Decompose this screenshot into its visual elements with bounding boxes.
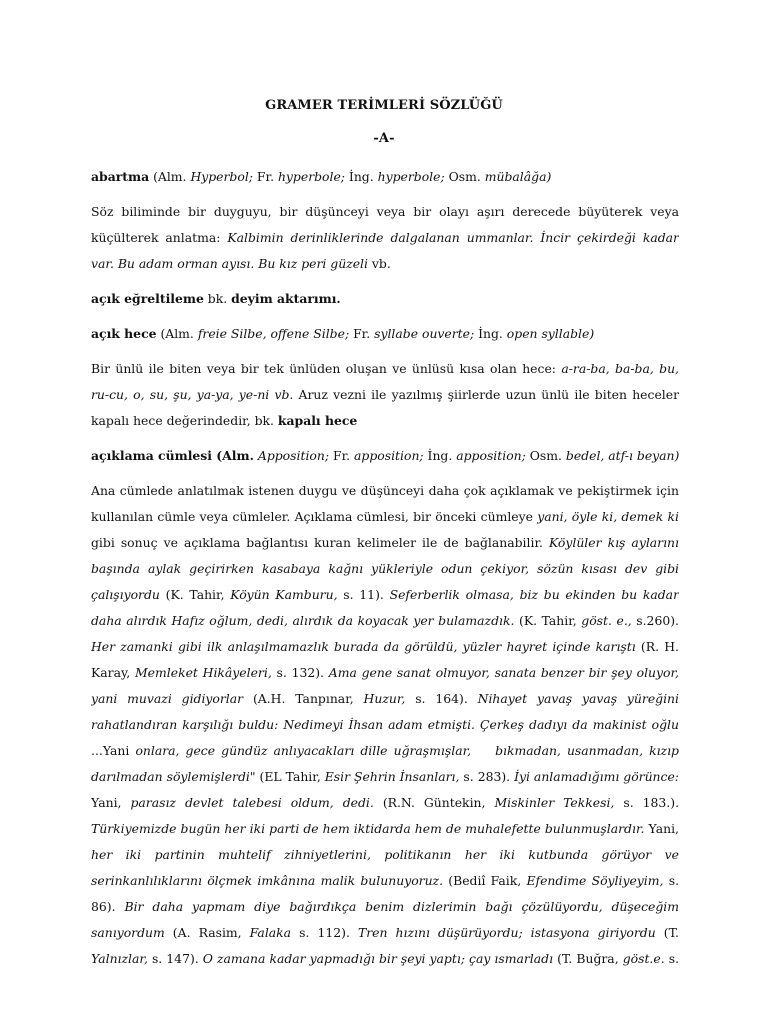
text-run: (A.H. Tanpınar, — [243, 691, 364, 706]
text-line — [91, 508, 679, 526]
text-run: Karay, — [91, 665, 135, 680]
text-line — [91, 846, 679, 864]
term-bold: deyim aktarımı. — [231, 291, 341, 306]
text-run: Ana cümlede anlatılmak istenen duygu ve düşünceyi daha çok açıklamak ve pekiştirmek için — [91, 483, 679, 498]
text-line — [91, 716, 679, 734]
text-run: s. 11). — [337, 587, 390, 602]
example-italic: Huzur, — [363, 691, 406, 706]
text-run: vb. — [367, 256, 391, 271]
text-run: ...Yani — [91, 743, 136, 758]
term-bold: kapalı hece — [277, 413, 358, 428]
text-run: s. 283). — [459, 769, 515, 784]
example-italic: yani muvazi gidiyorlar — [91, 691, 244, 706]
text-line — [91, 638, 679, 656]
example-italic: İyi anlamadığımı görünce: — [514, 769, 679, 784]
text-run: (R.N. Güntekin, — [373, 795, 495, 810]
example-italic: Memleket Hikâyeleri, — [135, 665, 272, 680]
text-line — [91, 412, 679, 430]
example-italic: Yalnızlar, — [91, 951, 148, 966]
text-run: İng. — [344, 169, 378, 184]
text-run: (R. H. — [635, 639, 679, 654]
text-run: s. 183.). — [614, 795, 679, 810]
text-run: s. 112). — [291, 925, 358, 940]
example-italic: Miskinler Tekkesi, — [494, 795, 615, 810]
text-run: (K. Tahir, — [159, 587, 231, 602]
entry-acik-egreltileme-line — [91, 290, 679, 308]
example-italic: Türkiyemizde bugün her iki parti de hem iktidarda hem de muhalefette bulunmuşlardır. — [91, 821, 645, 836]
entry-aciklama-cumlesi-line — [91, 447, 679, 465]
example-italic: onlara, gece gündüz anlıyacakları dille uğraşmışlar, — [135, 743, 472, 758]
example-italic: Köyün Kamburu, — [230, 587, 338, 602]
term-bold: abartma — [91, 169, 150, 184]
text-run: (EL Tahir, — [255, 769, 325, 784]
term-bold: açıklama cümlesi (Alm. — [91, 448, 254, 463]
text-run: (Alm. — [149, 169, 191, 184]
text-line — [91, 586, 679, 604]
example-italic: Köylüler kış aylarını — [548, 535, 679, 550]
example-italic: a-ra-ba, ba-ba, bu, — [561, 361, 679, 376]
text-line — [91, 950, 679, 968]
example-italic: Efendime Söyliyeyim, — [526, 873, 664, 888]
example-italic: bedel, atf-ı beyan) — [565, 448, 680, 463]
text-run: kapalı hece değerindedir, bk. — [91, 413, 278, 428]
example-italic: başında aylak geçirirken kasabaya kağnı yükleriyle odun çekiyor, sözün kısası dev gibi — [91, 561, 679, 576]
text-line — [91, 820, 679, 838]
text-line — [91, 612, 679, 630]
text-line — [91, 898, 679, 916]
entry-abartma-line — [91, 168, 679, 186]
text-run: Yani, — [644, 821, 679, 836]
text-run: Fr. — [252, 169, 278, 184]
example-italic: Tren hızını düşürüyordu; istasyona giriyordu — [357, 925, 656, 940]
text-run: (Alm. — [156, 326, 198, 341]
text-line — [91, 924, 679, 942]
example-italic: Esir Şehrin İnsanları, — [324, 769, 460, 784]
text-line — [91, 203, 679, 221]
text-run: s. — [663, 873, 679, 888]
text-run: kullanılan cümle veya cümleler. Açıklama cümlesi, bir önceki cümleye — [91, 509, 538, 524]
example-italic: serinkanlılıklarını ölçmek imkânına malik bulunuyoruz. — [91, 873, 444, 888]
example-italic: Apposition; — [257, 448, 330, 463]
example-italic: mübalâğa) — [484, 169, 552, 184]
text-run: Fr. — [349, 326, 375, 341]
text-run: İng. — [474, 326, 507, 341]
example-italic: her iki partinin muhtelif zihniyetlerini, politikanın her iki kutbunda görüyor ve — [91, 847, 679, 862]
text-run: Yani, — [91, 795, 131, 810]
text-line — [91, 482, 679, 500]
example-italic: hyperbole; — [277, 169, 345, 184]
example-italic: göst. e., — [581, 613, 632, 628]
text-run: İng. — [423, 448, 457, 463]
text-run: Aruz vezni ile yazılmış şiirlerde uzun ünlü ile biten heceler — [293, 387, 679, 402]
text-run: gibi sonuç ve açıklama bağlantısı kuran kelimeler ile de bağlanabilir. — [91, 535, 549, 550]
text-run: Söz biliminde bir duyguyu, bir düşünceyi veya bir olayı aşırı derecede büyüterek veya — [91, 204, 679, 219]
text-run: Osm. — [525, 448, 566, 463]
example-italic: hyperbole; — [377, 169, 445, 184]
text-line — [91, 768, 679, 786]
text-line — [91, 664, 679, 682]
text-line — [91, 872, 679, 890]
text-run: Fr. — [329, 448, 355, 463]
text-run: s. 147). — [147, 951, 203, 966]
example-italic: syllabe ouverte; — [374, 326, 475, 341]
text-line — [91, 560, 679, 578]
text-run: s. 164). — [405, 691, 478, 706]
text-run: s. — [664, 951, 679, 966]
text-run: s.260). — [631, 613, 679, 628]
example-italic: göst.e. — [622, 951, 665, 966]
entry-acik-hece-line — [91, 325, 679, 343]
text-line — [91, 229, 679, 247]
example-italic: parasız devlet talebesi oldum, dedi. — [130, 795, 374, 810]
example-italic: bıkmadan, usanmadan, kızıp — [495, 743, 679, 758]
example-italic: rahatlandıran karşılığı buldu: Nedimeyi İhsan adam etmişti. Çerkeş dadıyı da makinist oğlu — [91, 717, 679, 732]
text-run: küçülterek anlatma: — [91, 230, 228, 245]
term-bold: açık hece — [91, 326, 157, 341]
example-italic: Falaka — [249, 925, 292, 940]
text-run: bk. — [203, 291, 232, 306]
text-run: (Bediî Faik, — [443, 873, 527, 888]
example-italic: Hyperbol; — [190, 169, 253, 184]
text-run: Bir ünlü ile biten veya bir tek ünlüden oluşan ve ünlüsü kısa olan hece: — [91, 361, 562, 376]
section-letter: -A- — [373, 131, 395, 146]
text-line — [91, 690, 679, 708]
example-italic: apposition; — [456, 448, 526, 463]
text-line — [91, 255, 679, 273]
example-italic: ru-cu, o, su, şu, ya-ya, ye-ni vb. — [91, 387, 294, 402]
example-italic: freie Silbe, offene Silbe; — [197, 326, 350, 341]
text-run: (T. — [663, 925, 679, 940]
text-line — [91, 386, 679, 404]
example-italic: Kalbimin derinliklerinde dalgalanan ummanlar. İncir çekirdeği kadar — [227, 230, 679, 245]
example-italic: Nihayet yavaş yavaş yüreğini — [477, 691, 679, 706]
example-italic: apposition; — [354, 448, 424, 463]
text-run: Osm. — [444, 169, 485, 184]
page-title: GRAMER TERİMLERİ SÖZLÜĞÜ — [265, 98, 503, 113]
text-line — [91, 742, 679, 760]
example-italic: daha alırdık Hafız oğlum, dedi, alırdık da koyacak yer bulamazdık. — [91, 613, 515, 628]
example-italic: var. Bu adam orman ayısı. Bu kız peri güzeli — [91, 256, 368, 271]
text-run: s. 132). — [271, 665, 329, 680]
text-run: (K. Tahir, — [514, 613, 582, 628]
text-run: (T. Buğra, — [553, 951, 623, 966]
example-italic: çalışıyordu — [91, 587, 160, 602]
example-italic: Her zamanki gibi ilk anlaşılmamazlık burada da görüldü, yüzler hayret içinde karıştı — [91, 639, 636, 654]
term-bold: açık eğreltileme — [91, 291, 204, 306]
example-italic: open syllable) — [506, 326, 595, 341]
example-italic: darılmadan söylemişlerdi" — [91, 769, 256, 784]
example-italic: Seferberlik olmasa, biz bu ekinden bu kadar — [389, 587, 679, 602]
text-run: (A. Rasim, — [164, 925, 250, 940]
text-line — [91, 794, 679, 812]
text-run: 86). — [91, 899, 125, 914]
example-italic: Bir daha yapmam diye bağırdıkça benim dizlerimin bağı çözülüyordu, düşeceğim — [124, 899, 679, 914]
example-italic: O zamana kadar yapmadığı bir şeyi yaptı; çay ısmarladı — [202, 951, 554, 966]
text-line — [91, 360, 679, 378]
example-italic: sanıyordum — [91, 925, 165, 940]
example-italic: yani, öyle ki, demek ki — [537, 509, 679, 524]
text-line — [91, 534, 679, 552]
example-italic: Ama gene sanat olmuyor, sanata benzer bir şey oluyor, — [328, 665, 679, 680]
